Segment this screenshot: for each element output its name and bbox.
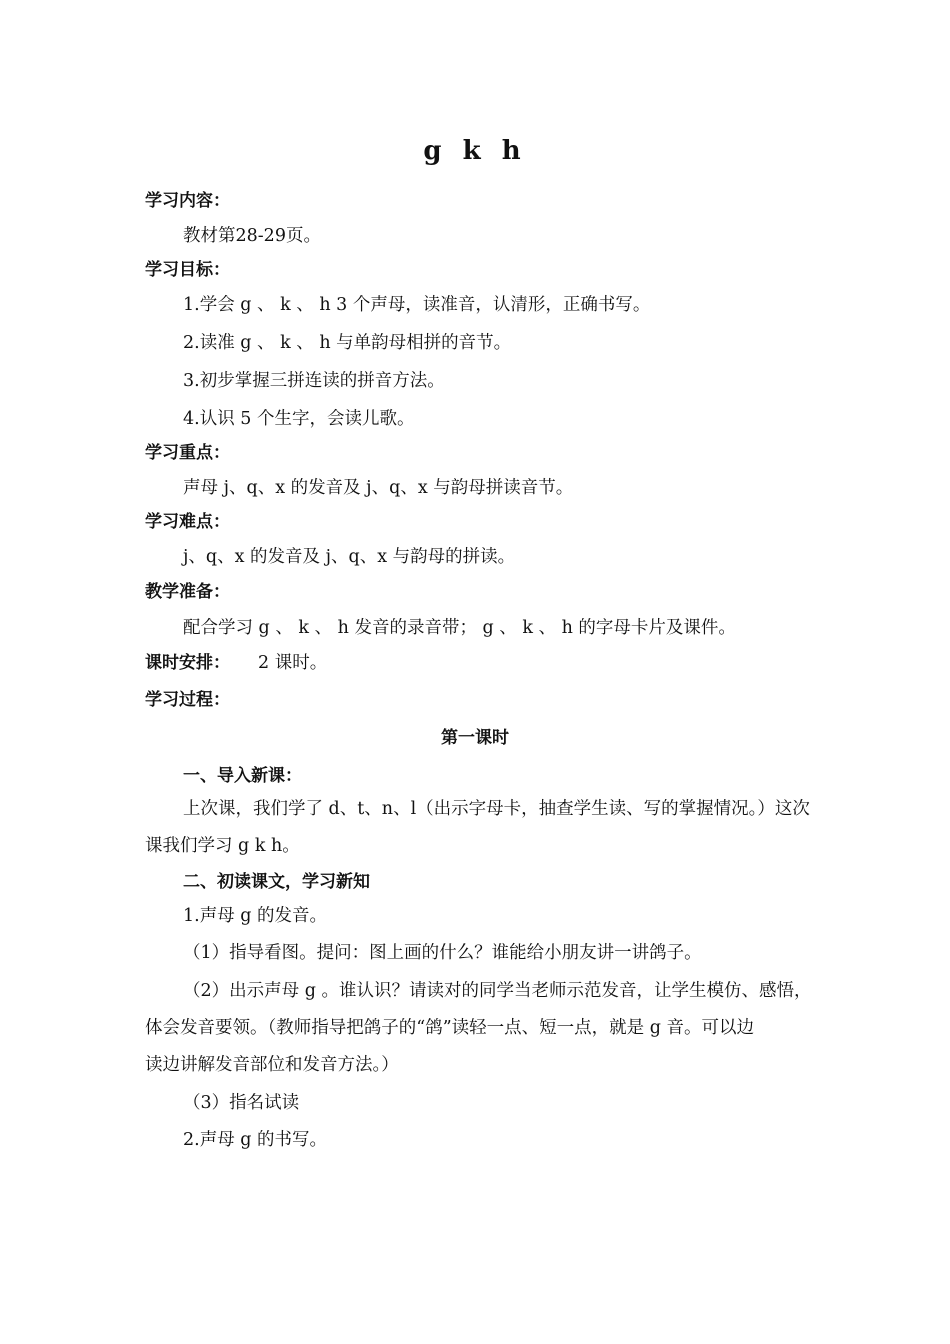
goal-item: 3.初步掌握三拼连读的拼音方法。 [183,371,445,391]
key-points-heading: 学习重点： [145,443,230,463]
goal-item: 2.读准 g 、 k 、 h 与单韵母相拼的音节。 [183,333,512,353]
key-points-text: 声母 j、q、x 的发音及 j、q、x 与韵母拼读音节。 [183,478,574,498]
paragraph-line: 读边讲解发音部位和发音方法。） [145,1055,399,1075]
goal-item: 1.学会 g 、 k 、 h 3 个声母，读准音，认清形，正确书写。 [183,295,651,315]
difficulties-heading: 学习难点： [145,512,230,532]
paragraph-line: 体会发音要领。（教师指导把鸽子的“鸽”读轻一点、短一点，就是 g 音。可以边 [145,1018,754,1038]
list-item: （1）指导看图。提问：图上画的什么？谁能给小朋友讲一讲鸽子。 [183,943,702,963]
paragraph-line: 课我们学习 g k h。 [145,836,300,856]
goals-heading: 学习目标： [145,260,230,280]
preparation-heading: 教学准备： [145,582,230,602]
content-heading: 学习内容： [145,191,230,211]
section-heading: 二、初读课文，学习新知 [183,872,370,892]
content-text: 教材第28-29页。 [183,226,321,246]
section-heading: 一、导入新课： [183,766,302,786]
paragraph-line: （2）出示声母 g 。谁认识？请读对的同学当老师示范发音，让学生模仿、感悟， [183,981,812,1001]
lesson-title: 第一课时 [441,728,509,748]
page-title: g k h [423,136,527,166]
schedule-heading: 课时安排： [145,653,230,673]
difficulties-text: j、q、x 的发音及 j、q、x 与韵母的拼读。 [183,547,516,567]
list-item: （3）指名试读 [183,1093,300,1113]
goal-item: 4.认识 5 个生字，会读儿歌。 [183,409,415,429]
list-item: 2.声母 g 的书写。 [183,1130,328,1150]
paragraph-line: 上次课，我们学了 d、t、n、l（出示字母卡，抽查学生读、写的掌握情况。）这次 [183,799,810,819]
schedule-text: 2 课时。 [258,653,328,673]
list-item: 1.声母 g 的发音。 [183,906,328,926]
preparation-text: 配合学习 g 、 k 、 h 发音的录音带； g 、 k 、 h 的字母卡片及课件。 [183,618,736,638]
process-heading: 学习过程： [145,690,230,710]
